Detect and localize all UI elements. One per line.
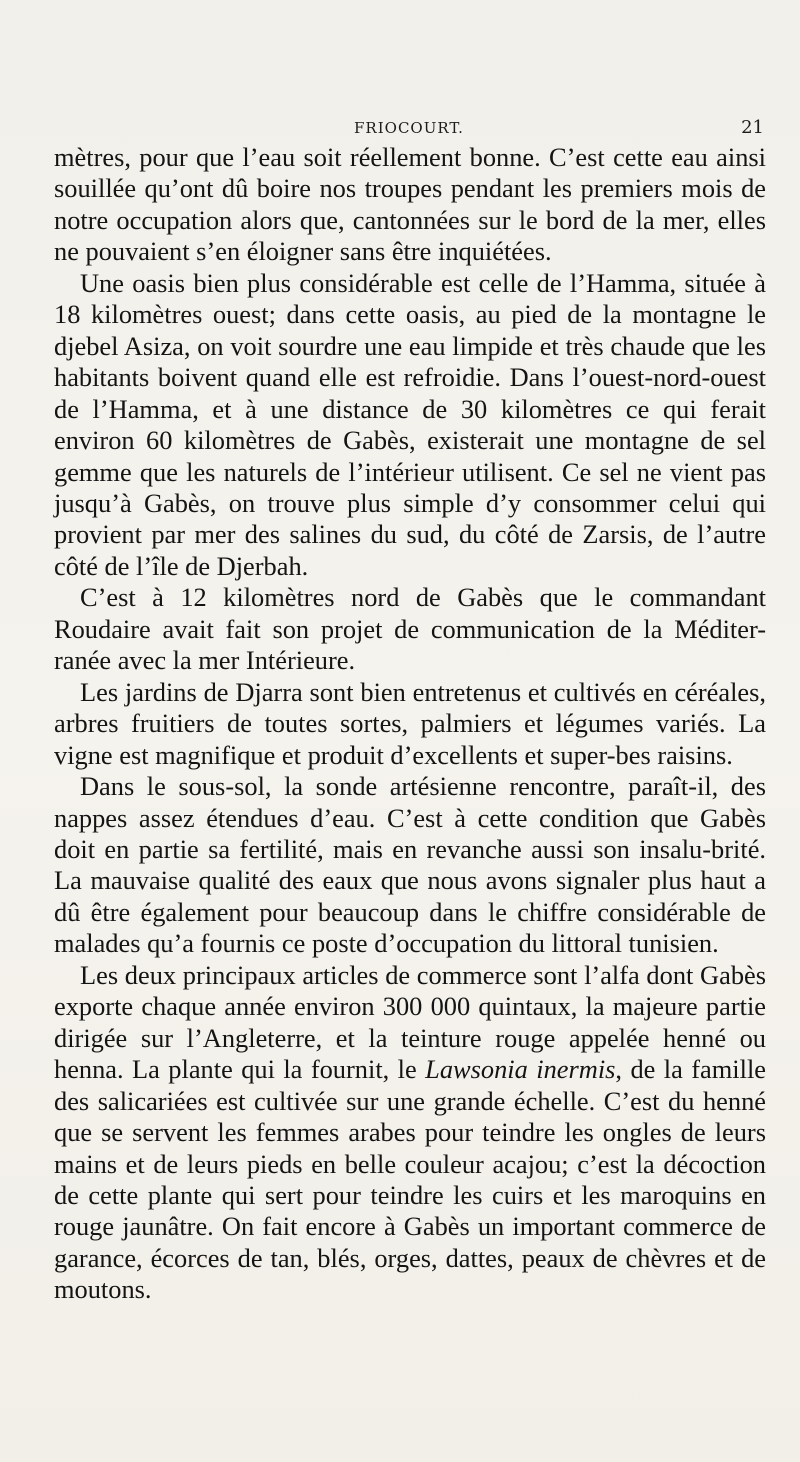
paragraph-6 <box>54 960 766 1306</box>
paragraph-4: Les jardins de Djarra sont bien entretenus et cultivés en céréales, arbres fruitiers de toutes sortes, palmiers et légumes variés. La vigne est magnifique et produit d’excellents et super-bes raisins. <box>54 676 766 770</box>
paragraph-6-text-after: , de la famille des salicariées est cultivée sur une grande échelle. C’est du henné que se servent les femmes arabes pour teindre les ongles de leurs mains et de leurs pieds en belle couleur acajou; c’est la décoction de cette plante qui sert pour teindre les cuirs et les maroquins en rouge jaunâtre. On fait encore à Gabès un important commerce de garance, écorces de tan, blés, orges, dattes, peaux de chèvres et de moutons. <box>54 1054 766 1305</box>
paragraph-2: Une oasis bien plus considérable est celle de l’Hamma, située à 18 kilomètres ouest; dans cette oasis, au pied de la montagne le djebel Asiza, on voit sourdre une eau limpide et très chaude que les habitants boivent quand elle est refroidie. Dans l’ouest-nord-ouest de l’Hamma, et à une distance de 30 kilomètres ce qui ferait environ 60 kilomètres de Gabès, existerait une montagne de sel gemme que les naturels de l’intérieur utilisent. Ce sel ne vient pas jusqu’à Gabès, on trouve plus simple d’y consommer celui qui provient par mer des salines du sud, du côté de Zarsis, de l’autre côté de l’île de Djerbah. <box>54 267 766 581</box>
page-number: 21 <box>741 117 764 138</box>
running-head <box>54 117 764 141</box>
paragraph-6-text-before: Les deux principaux articles de commerce sont l’alfa dont Gabès exporte chaque année environ 300 000 quintaux, la majeure partie dirigée sur l’Angleterre, et la teinture rouge appelée henné ou henna. La plante qui la fournit, le <box>54 959 766 1085</box>
paragraph-5: Dans le sous-sol, la sonde artésienne rencontre, paraît-il, des nappes assez étendues d’eau. C’est à cette condition que Gabès doit en partie sa fertilité, mais en revanche aussi son insalu-brité. La mauvaise qualité des eaux que nous avons signaler plus haut a dû être également pour beaucoup dans le chiffre considérable de malades qu’a fournis ce poste d’occupation du littoral tunisien. <box>54 771 766 959</box>
paragraph-1: mètres, pour que l’eau soit réellement bonne. C’est cette eau ainsi souillée qu’ont dû boire nos troupes pendant les premiers mois de notre occupation alors que, cantonnées sur le bord de la mer, elles ne pouvaient s’en éloigner sans être inquiétées. <box>54 142 766 267</box>
body-text <box>54 142 766 1306</box>
running-title: FRIOCOURT. <box>354 119 464 137</box>
paragraph-3: C’est à 12 kilomètres nord de Gabès que le commandant Roudaire avait fait son projet de communication de la Méditer-ranée avec la mer Intérieure. <box>54 582 766 676</box>
species-name-italic: Lawsonia inermis <box>425 1054 616 1085</box>
